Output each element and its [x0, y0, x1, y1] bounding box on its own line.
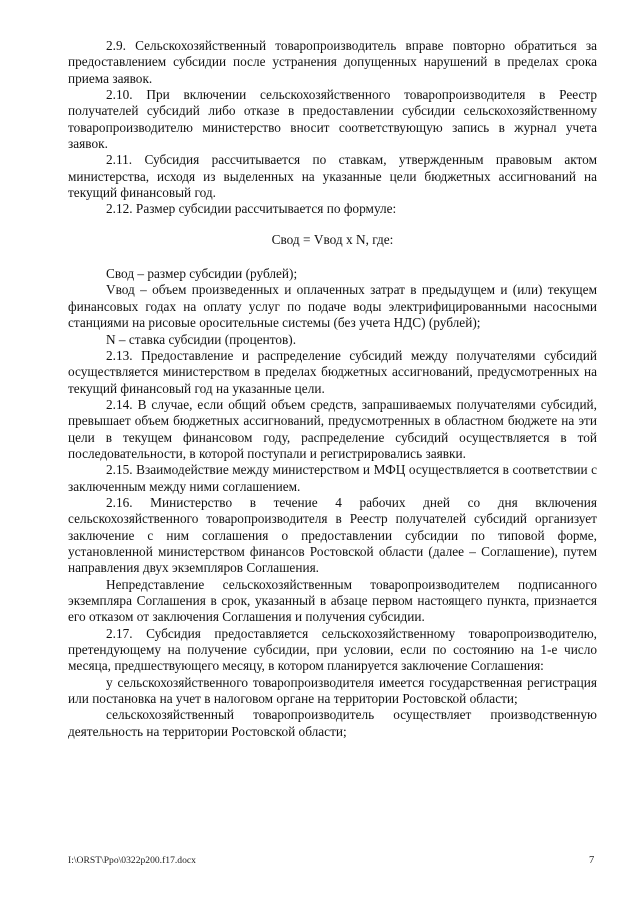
definition-vvod: Vвод – объем произведенных и оплаченных затрат в предыдущем и (или) текущем финансовых годах на оплату услуг по подаче воды электрифицированными насосными станциями на рисовые оросительные системы (без учета НДС) (рублей); [68, 282, 597, 331]
condition-activity: сельскохозяйственный товаропроизводитель осуществляет производственную деятельность на территории Ростовской области; [68, 707, 597, 739]
paragraph-2-16: 2.16. Министерство в течение 4 рабочих дней со дня включения сельскохозяйственного товаропроизводителя в Реестр получателей субсидий организует заключение с ним соглашения о предоставлении субсидии по типовой форме, установленной министерством финансов Ростовской области (далее – Соглашение), путем направления двух экземпляров Соглашения. [68, 494, 597, 576]
paragraph-2-11: 2.11. Субсидия рассчитывается по ставкам, утвержденным правовым актом министерства, исходя из выделенных на указанные цели бюджетных ассигнований на текущий финансовый год. [68, 152, 597, 201]
paragraph-2-17: 2.17. Субсидия предоставляется сельскохозяйственному товаропроизводителю, претендующему на получение субсидии, при условии, если по состоянию на 1-е число месяца, предшествующего месяцу, в котором планируется заключение Соглашения: [68, 625, 597, 674]
definition-n: N – ставка субсидии (процентов). [106, 331, 297, 347]
paragraph-2-12: 2.12. Размер субсидии рассчитывается по формуле: [106, 201, 397, 217]
formula: Свод = Vвод x N, где: [271, 231, 394, 247]
footer-file-path: I:\ORST\Ppo\0322p200.f17.docx [68, 855, 196, 866]
paragraph-2-15: 2.15. Взаимодействие между министерством и МФЦ осуществляется в соответствии с заключенным между ними соглашением. [68, 462, 597, 494]
paragraph-2-14: 2.14. В случае, если общий объем средств, запрашиваемых получателями субсидий, превышает объем бюджетных ассигнований, предусмотренных в областном бюджете на эти цели в текущем финансовом году, распределение субсидий осуществляется в той последовательности, в которой поступали и регистрировались заявки. [68, 396, 597, 461]
paragraph-2-10: 2.10. При включении сельскохозяйственного товаропроизводителя в Реестр получателей субсидий либо отказе в предоставлении субсидии сельскохозяйственному товаропроизводителю министерство вносит соответствующую запись в журнал учета заявок. [68, 87, 597, 152]
paragraph-non-submission: Непредставление сельскохозяйственным товаропроизводителем подписанного экземпляра Соглашения в срок, указанный в абзаце первом настоящего пункта, признается его отказом от заключения Соглашения и получения субсидии. [68, 576, 597, 625]
footer-page-number: 7 [589, 855, 595, 866]
condition-registration: у сельскохозяйственного товаропроизводителя имеется государственная регистрация или постановка на учет в налоговом органе на территории Ростовской области; [68, 674, 597, 707]
definition-svod: Свод – размер субсидии (рублей); [106, 266, 298, 282]
paragraph-2-9: 2.9. Сельскохозяйственный товаропроизводитель вправе повторно обратиться за предоставлением субсидии после устранения допущенных нарушений в пределах срока приема заявок. [68, 38, 597, 86]
paragraph-2-13: 2.13. Предоставление и распределение субсидий между получателями субсидий осуществляется министерством в пределах бюджетных ассигнований, предусмотренных на текущий финансовый год на указанные цели. [68, 347, 597, 396]
document-body [68, 38, 597, 740]
